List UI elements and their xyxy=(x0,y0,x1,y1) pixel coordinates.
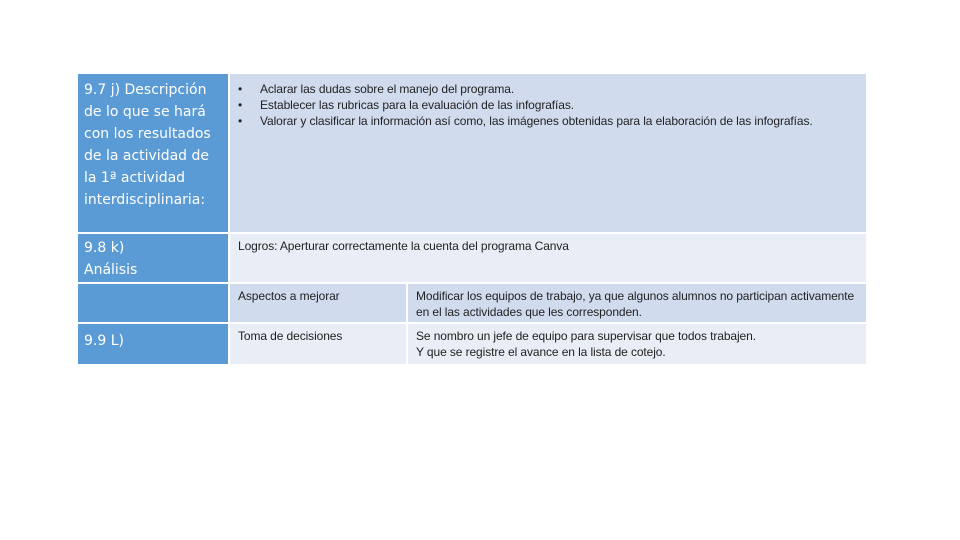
bullet-icon: • xyxy=(238,82,243,96)
label-empty xyxy=(78,284,228,322)
decisions-line-1: Se nombro un jefe de equipo para supervisar que todos trabajen. xyxy=(416,329,756,343)
list-item: • Establecer las rubricas para la evaluación de las infografías. xyxy=(238,98,574,112)
description-cell xyxy=(230,74,866,232)
decisions-title: Toma de decisiones xyxy=(238,329,343,343)
improvement-text-cell xyxy=(408,284,866,322)
improvement-title-cell xyxy=(230,284,406,322)
list-item: • Aclarar las dudas sobre el manejo del programa. xyxy=(238,82,515,96)
bullet-icon: • xyxy=(238,98,243,112)
achievements-text: Logros: Aperturar correctamente la cuenta del programa Canva xyxy=(238,239,569,253)
improvement-text: Modificar los equipos de trabajo, ya que algunos alumnos no participan activamente en el las actividades que les corresponden. xyxy=(416,289,855,319)
label-9-9 xyxy=(78,324,228,364)
improvement-title: Aspectos a mejorar xyxy=(238,289,340,303)
label-9-7-text: 9.7 j) Descripción de lo que se hará con los resultados de la actividad de la 1ª actividad interdisciplinaria: xyxy=(84,82,211,208)
list-item: • Valorar y clasificar la información así como, las imágenes obtenidas para la elaboración de las infografías. xyxy=(238,114,813,128)
label-9-7 xyxy=(78,74,228,232)
label-9-9-text: 9.9 L) xyxy=(84,333,124,349)
decisions-line-2: Y que se registre el avance en la lista de cotejo. xyxy=(416,345,666,359)
label-9-8 xyxy=(78,234,228,282)
label-9-8-text: 9.8 k) Análisis xyxy=(84,240,138,278)
description-list xyxy=(238,81,858,129)
bullet-icon: • xyxy=(238,114,243,128)
decisions-text-cell xyxy=(408,324,866,364)
decisions-title-cell xyxy=(230,324,406,364)
achievements-cell xyxy=(230,234,866,282)
